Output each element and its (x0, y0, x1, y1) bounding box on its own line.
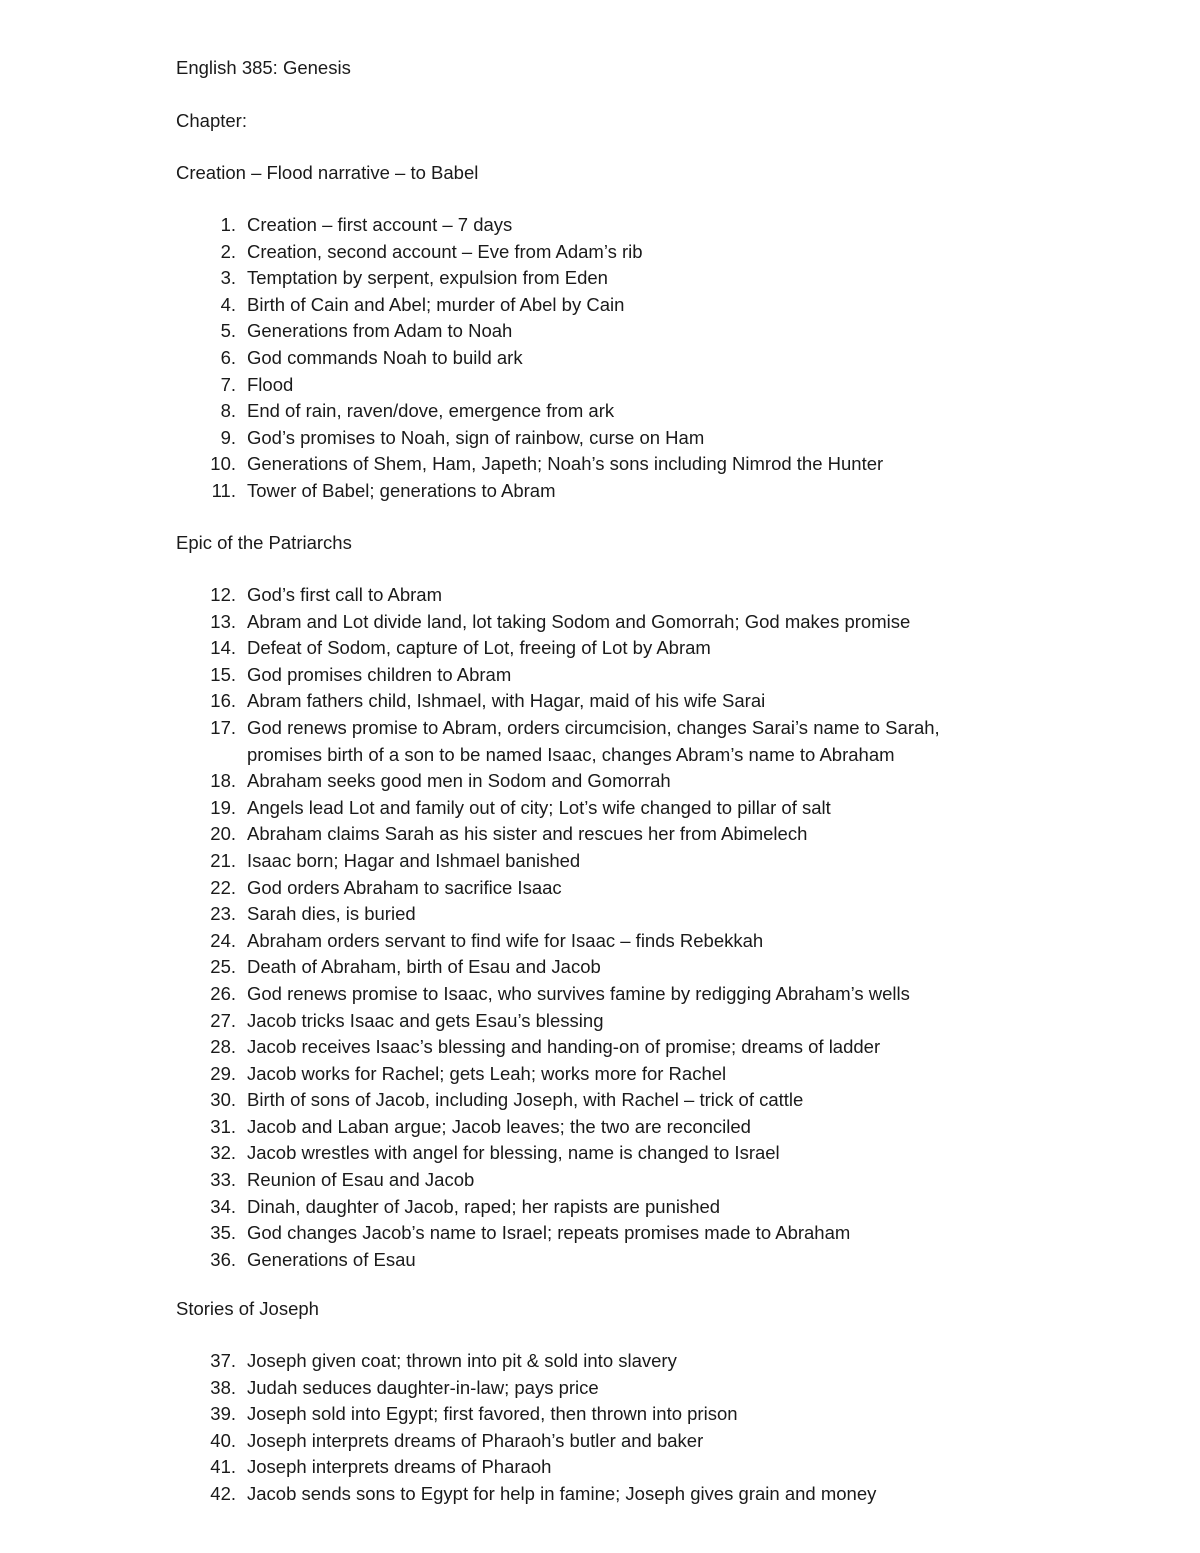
item-text: Jacob wrestles with angel for blessing, name is changed to Israel (247, 1142, 780, 1164)
item-number: 36. (210, 1248, 236, 1270)
item-text: Joseph sold into Egypt; first favored, then thrown into prison (247, 1403, 738, 1425)
item-number: 2. (220, 240, 236, 262)
item-text: Defeat of Sodom, capture of Lot, freeing of Lot by Abram (247, 637, 711, 659)
item-number: 33. (210, 1169, 236, 1191)
item-text: Abram fathers child, Ishmael, with Hagar, maid of his wife Sarai (247, 690, 766, 712)
item-number: 3. (220, 267, 236, 289)
item-text: Temptation by serpent, expulsion from Eden (247, 267, 608, 289)
item-number: 7. (220, 373, 236, 395)
item-number: 39. (210, 1403, 236, 1425)
item-number: 4. (220, 293, 236, 315)
item-text: Dinah, daughter of Jacob, raped; her rapists are punished (247, 1195, 721, 1217)
item-text: Birth of Cain and Abel; murder of Abel by Cain (247, 293, 625, 315)
item-text: God renews promise to Abram, orders circumcision, changes Sarai’s name to Sarah, promises birth of a son to be named Isaac, changes Abram’s name to Abraham (247, 716, 940, 765)
item-number: 29. (210, 1062, 236, 1084)
item-number: 16. (210, 690, 236, 712)
item-number: 32. (210, 1142, 236, 1164)
item-text: Joseph interprets dreams of Pharaoh’s butler and baker (247, 1429, 704, 1451)
item-text: Generations from Adam to Noah (247, 320, 513, 342)
item-number: 38. (210, 1376, 236, 1398)
item-number: 9. (220, 426, 236, 448)
item-number: 27. (210, 1009, 236, 1031)
item-text: Creation – first account – 7 days (247, 214, 513, 235)
item-number: 25. (210, 956, 236, 978)
item-text: God promises children to Abram (247, 663, 512, 685)
item-number: 10. (210, 453, 236, 475)
item-number: 6. (220, 346, 236, 368)
item-number: 40. (210, 1429, 236, 1451)
item-text: Birth of sons of Jacob, including Joseph, with Rachel – trick of cattle (247, 1089, 804, 1111)
item-number: 19. (210, 796, 236, 818)
item-number: 42. (210, 1482, 236, 1504)
item-text: Generations of Esau (247, 1248, 416, 1270)
item-text: God’s promises to Noah, sign of rainbow, curse on Ham (247, 426, 705, 448)
item-text: Sarah dies, is buried (247, 903, 416, 925)
item-number: 14. (210, 637, 236, 659)
item-text: Jacob receives Isaac’s blessing and handing-on of promise; dreams of ladder (247, 1036, 881, 1058)
item-text: Joseph given coat; thrown into pit & sold into slavery (247, 1350, 677, 1371)
item-text: Generations of Shem, Ham, Japeth; Noah’s sons including Nimrod the Hunter (247, 453, 884, 475)
item-number: 15. (210, 663, 236, 685)
item-number: 17. (210, 716, 236, 738)
chapter-label: Chapter: (176, 110, 247, 131)
item-text: God commands Noah to build ark (247, 346, 523, 368)
item-text: Judah seduces daughter-in-law; pays price (247, 1376, 599, 1398)
item-number: 5. (220, 320, 236, 342)
item-text: Joseph interprets dreams of Pharaoh (247, 1456, 552, 1478)
item-text: Abraham seeks good men in Sodom and Gomorrah (247, 770, 671, 792)
item-number: 20. (210, 823, 236, 845)
item-text: Abraham orders servant to find wife for Isaac – finds Rebekkah (247, 929, 764, 951)
item-text: God’s first call to Abram (247, 584, 443, 605)
section-heading-creation: Creation – Flood narrative – to Babel (176, 162, 479, 183)
item-text: Death of Abraham, birth of Esau and Jacob (247, 956, 601, 978)
item-number: 24. (210, 929, 236, 951)
item-text: Tower of Babel; generations to Abram (247, 479, 556, 501)
item-number: 31. (210, 1115, 236, 1137)
item-number: 26. (210, 982, 236, 1004)
item-number: 22. (210, 876, 236, 898)
item-number: 23. (210, 903, 236, 925)
course-title: English 385: Genesis (176, 57, 351, 78)
item-number: 28. (210, 1036, 236, 1058)
item-number: 12. (210, 584, 236, 605)
item-number: 30. (210, 1089, 236, 1111)
item-text: Jacob and Laban argue; Jacob leaves; the two are reconciled (247, 1115, 751, 1137)
item-number: 41. (210, 1456, 236, 1478)
item-number: 37. (210, 1350, 236, 1371)
item-number: 11. (211, 479, 236, 501)
item-text: God renews promise to Isaac, who survives famine by redigging Abraham’s wells (247, 982, 910, 1004)
item-text: Angels lead Lot and family out of city; Lot’s wife changed to pillar of salt (247, 796, 831, 818)
section-heading-patriarchs: Epic of the Patriarchs (176, 532, 352, 553)
item-text: Jacob tricks Isaac and gets Esau’s blessing (247, 1009, 604, 1031)
item-text: Jacob sends sons to Egypt for help in famine; Joseph gives grain and money (247, 1482, 877, 1504)
section-heading-joseph: Stories of Joseph (176, 1298, 319, 1319)
item-text: God orders Abraham to sacrifice Isaac (247, 876, 562, 898)
item-number: 21. (210, 849, 236, 871)
item-number: 8. (220, 400, 236, 422)
item-text: Isaac born; Hagar and Ishmael banished (247, 849, 581, 871)
item-text: Abraham claims Sarah as his sister and rescues her from Abimelech (247, 823, 808, 845)
item-text: God changes Jacob’s name to Israel; repeats promises made to Abraham (247, 1222, 851, 1244)
item-text: Abram and Lot divide land, lot taking Sodom and Gomorrah; God makes promise (247, 610, 911, 632)
item-text: Flood (247, 373, 294, 395)
item-text: Reunion of Esau and Jacob (247, 1169, 475, 1191)
item-number: 35. (210, 1222, 236, 1244)
item-text: Jacob works for Rachel; gets Leah; works more for Rachel (247, 1062, 727, 1084)
item-number: 34. (210, 1195, 236, 1217)
item-number: 1. (220, 214, 236, 235)
item-text: Creation, second account – Eve from Adam’s rib (247, 240, 643, 262)
item-number: 18. (210, 770, 236, 792)
item-text: End of rain, raven/dove, emergence from ark (247, 400, 615, 422)
item-number: 13. (210, 610, 236, 632)
